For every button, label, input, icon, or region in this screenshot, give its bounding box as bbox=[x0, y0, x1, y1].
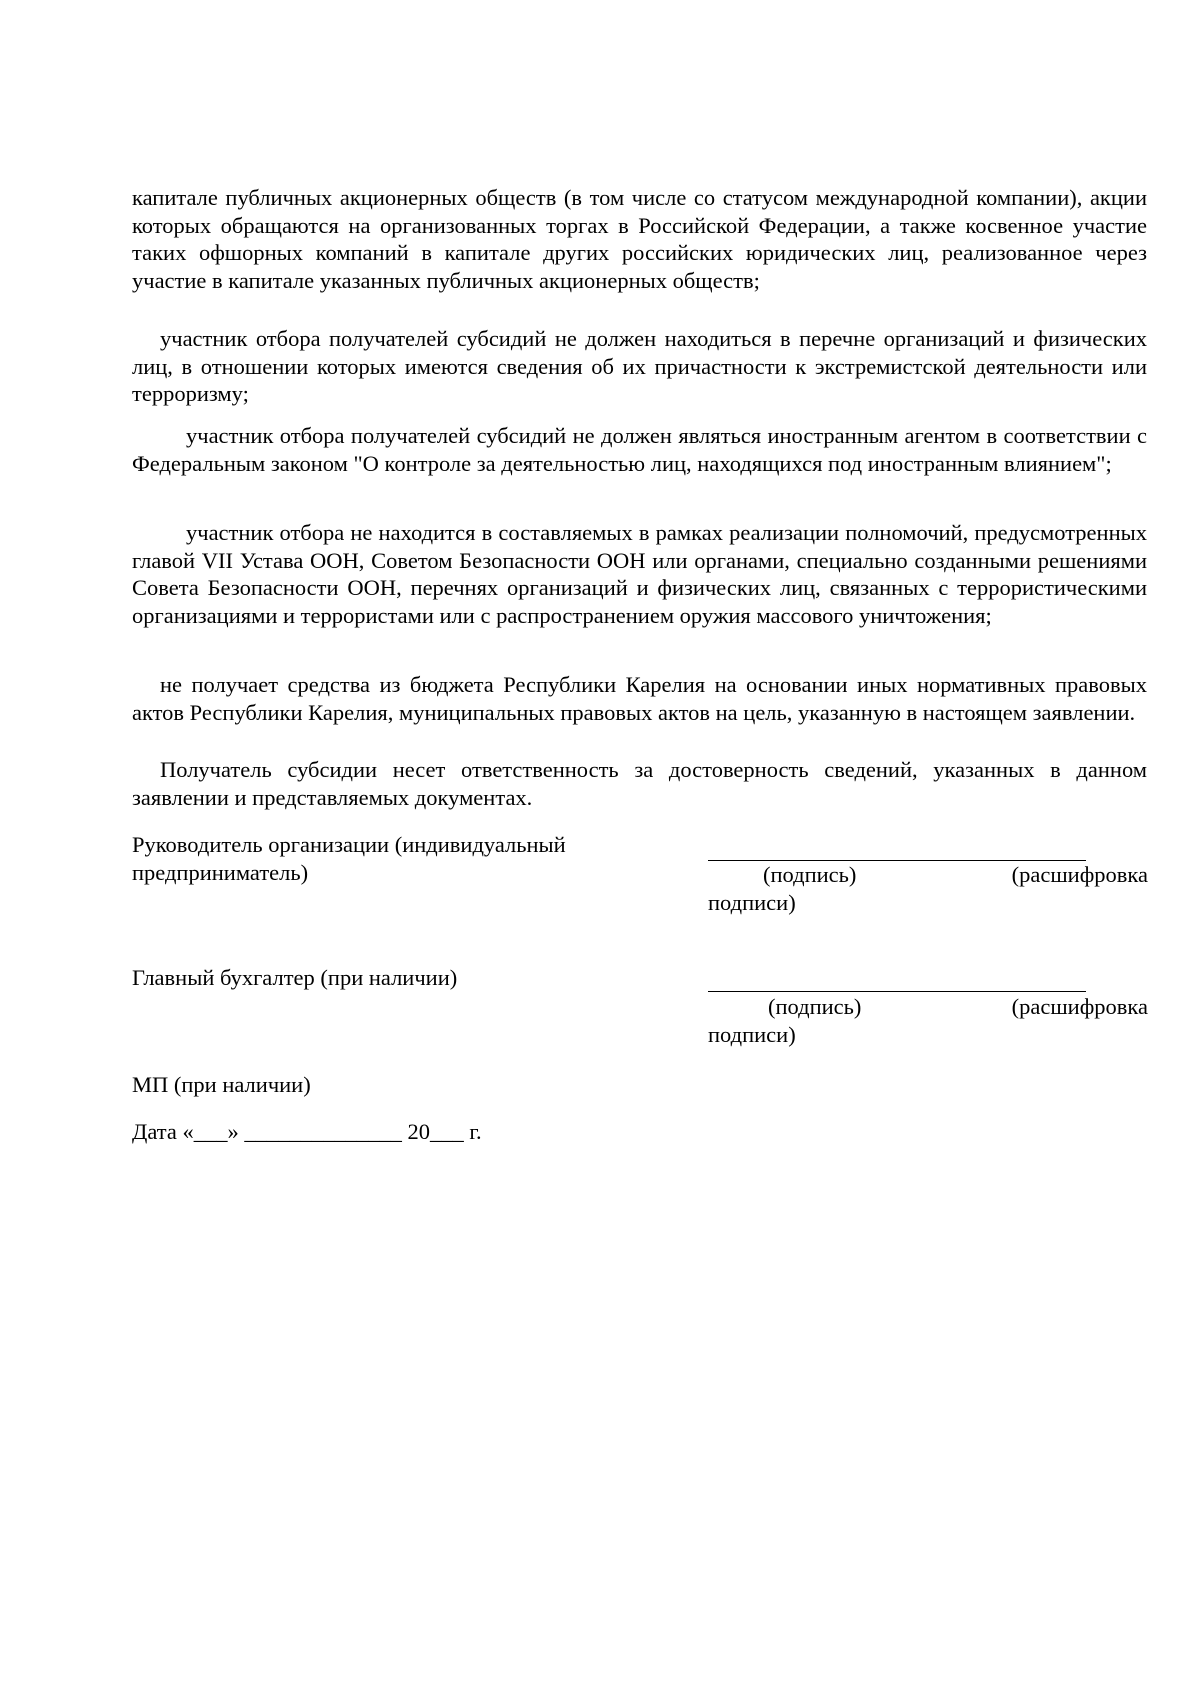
paragraph-foreign-agent: участник отбора получателей субсидий не должен являться иностранным агентом в соответствии с Федеральным законом "О контроле за деятельностью лиц, находящихся под иностранным влиянием"; bbox=[132, 423, 1147, 476]
paragraph-extremism-list: участник отбора получателей субсидий не должен находиться в перечне организаций и физических лиц, в отношении которых имеются сведения об их причастности к экстремистской деятельности или терроризму; bbox=[132, 326, 1147, 406]
paragraph-responsibility: Получатель субсидии несет ответственность за достоверность сведений, указанных в данном заявлении и представляемых документах. bbox=[132, 757, 1147, 810]
signature-caption-accountant bbox=[708, 993, 1148, 1048]
signature-line-accountant bbox=[708, 991, 1086, 992]
signature-caption-rasshifrovka: (расшифровка bbox=[1011, 994, 1148, 1019]
paragraph-un-sanctions: участник отбора не находится в составляемых в рамках реализации полномочий, предусмотренных главой VII Устава ООН, Советом Безопасности ООН или органами, специально созданными решениями Совета Безопасности ООН, перечнях организаций и физических лиц, связанных с террористическими организациями и террористами или с распространением оружия массового уничтожения; bbox=[132, 520, 1147, 628]
signature-caption-podpisi: подписи) bbox=[708, 1021, 796, 1047]
paragraph-no-budget-funds: не получает средства из бюджета Республики Карелия на основании иных нормативных правовых актов Республики Карелия, муниципальных правовых актов на цель, указанную в настоящем заявлении. bbox=[132, 672, 1147, 725]
signature-caption-head bbox=[708, 861, 1148, 916]
paragraph-offshore-capital: капитале публичных акционерных обществ (в том числе со статусом международной компании), акции которых обращаются на организованных торгах в Российской Федерации, а также косвенное участие таких офшорных компаний в капитале других российских юридических лиц, реализованное через участие в капитале указанных публичных акционерных обществ; bbox=[132, 185, 1147, 293]
signature-caption-podpis: (подпись) bbox=[763, 862, 857, 887]
signature-role-accountant: Главный бухгалтер (при наличии) bbox=[132, 965, 458, 990]
signature-caption-podpisi: подписи) bbox=[708, 889, 796, 915]
signature-role-head: Руководитель организации (индивидуальный предприниматель) bbox=[132, 832, 566, 885]
date-line: Дата «___» ______________ 20___ г. bbox=[132, 1119, 482, 1144]
stamp-place-label: МП (при наличии) bbox=[132, 1072, 311, 1097]
signature-caption-podpis: (подпись) bbox=[768, 994, 862, 1019]
signature-caption-rasshifrovka: (расшифровка bbox=[1011, 862, 1148, 887]
